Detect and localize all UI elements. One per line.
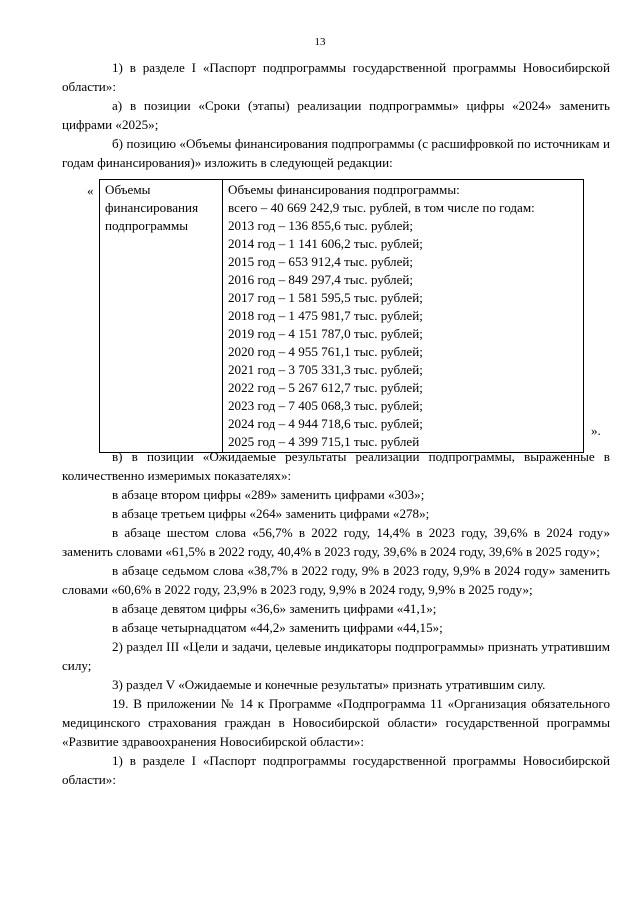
paragraph: а) в позиции «Сроки (этапы) реализации подпрограммы» цифры «2024» заменить цифрами «2025»; <box>62 98 610 132</box>
table-cell-values <box>223 180 584 453</box>
value-line: 2013 год – 136 855,6 тыс. рублей; <box>228 218 414 233</box>
value-line: 2022 год – 5 267 612,7 тыс. рублей; <box>228 380 423 395</box>
value-line: всего – 40 669 242,9 тыс. рублей, в том числе по годам: <box>228 200 535 215</box>
paragraph: 2) раздел III «Цели и задачи, целевые индикаторы подпрограммы» признать утратившим силу; <box>62 639 610 673</box>
paragraph: 1) в разделе I «Паспорт подпрограммы государственной программы Новосибирской области»: <box>62 60 610 94</box>
paragraph: 3) раздел V «Ожидаемые и конечные результаты» признать утратившим силу. <box>112 677 546 692</box>
value-line: 2017 год – 1 581 595,5 тыс. рублей; <box>228 290 423 305</box>
paragraph: в абзаце третьем цифры «264» заменить цифрами «278»; <box>112 506 430 521</box>
value-line: 2018 год – 1 475 981,7 тыс. рублей; <box>228 308 423 323</box>
paragraph: в абзаце шестом слова «56,7% в 2022 году, 14,4% в 2023 году, 39,6% в 2024 году» заменить словами «61,5% в 2022 году, 40,4% в 2023 году, 39,6% в 2024 году, 39,6% в 2025 году»; <box>62 525 610 559</box>
paragraph: 1) в разделе I «Паспорт подпрограммы государственной программы Новосибирской области»: <box>62 753 610 787</box>
label-line: финансирования <box>105 200 199 215</box>
page-number: 13 <box>314 36 326 48</box>
value-line: Объемы финансирования подпрограммы: <box>228 182 460 197</box>
financing-table <box>99 179 584 453</box>
value-line: 2014 год – 1 141 606,2 тыс. рублей; <box>228 236 423 251</box>
closing-quote: ». <box>591 423 601 438</box>
paragraph: в абзаце девятом цифры «36,6» заменить цифрами «41,1»; <box>112 601 437 616</box>
value-line: 2021 год – 3 705 331,3 тыс. рублей; <box>228 362 423 377</box>
table-cell-label <box>100 180 223 453</box>
document-body <box>62 58 610 789</box>
value-line: 2025 год – 4 399 715,1 тыс. рублей <box>228 434 420 449</box>
label-line: подпрограммы <box>105 218 189 233</box>
value-line: 2023 год – 7 405 068,3 тыс. рублей; <box>228 398 423 413</box>
paragraph: в абзаце седьмом слова «38,7% в 2022 году, 9% в 2023 году, 9,9% в 2024 году» заменить словами «60,6% в 2022 году, 23,9% в 2023 году, 9,9% в 2024 году, 9,9% в 2025 году»; <box>62 563 610 597</box>
value-line: 2019 год – 4 151 787,0 тыс. рублей; <box>228 326 423 341</box>
value-line: 2020 год – 4 955 761,1 тыс. рублей; <box>228 344 423 359</box>
opening-quote: « <box>87 183 94 198</box>
value-line: 2015 год – 653 912,4 тыс. рублей; <box>228 254 414 269</box>
label-line: Объемы <box>105 182 151 197</box>
paragraph: в) в позиции «Ожидаемые результаты реализации подпрограммы, выраженные в количественно измеримых показателях»: <box>62 449 610 483</box>
paragraph: в абзаце втором цифры «289» заменить цифрами «303»; <box>112 487 425 502</box>
value-line: 2024 год – 4 944 718,6 тыс. рублей; <box>228 416 423 431</box>
value-line: 2016 год – 849 297,4 тыс. рублей; <box>228 272 414 287</box>
paragraph: в абзаце четырнадцатом «44,2» заменить цифрами «44,15»; <box>112 620 443 635</box>
table-row <box>100 180 584 453</box>
paragraph: 19. В приложении № 14 к Программе «Подпрограмма 11 «Организация обязательного медицинского страхования граждан в Новосибирской области» государственной программы «Развитие здравоохранения Новосибирской области»: <box>62 696 610 749</box>
financing-table-block <box>62 179 610 449</box>
paragraph: б) позицию «Объемы финансирования подпрограммы (с расшифровкой по источникам и годам финансирования)» изложить в следующей редакции: <box>62 136 610 170</box>
